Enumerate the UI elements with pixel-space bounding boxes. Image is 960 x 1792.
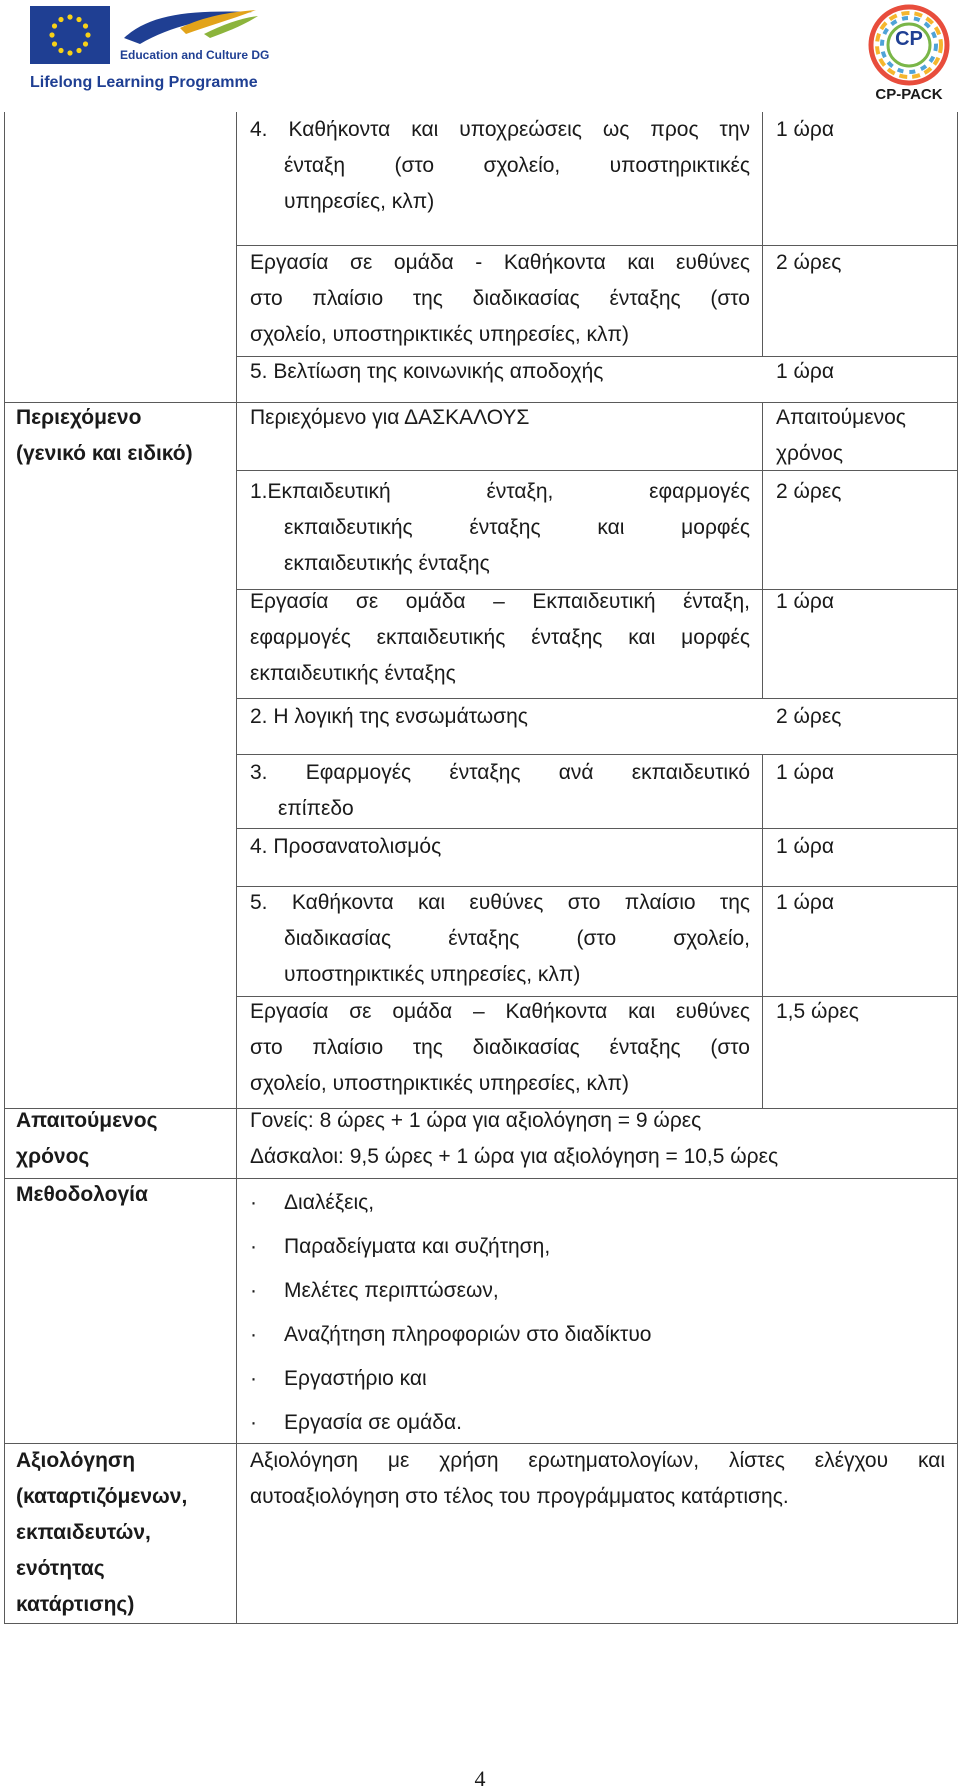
- t6-text-line1: 5. Καθήκοντα και ευθύνες στο πλαίσιο της: [250, 891, 750, 914]
- t5-text: 4. Προσανατολισμός: [250, 835, 442, 858]
- cp-pack-caption: CP-PACK: [875, 86, 943, 103]
- llp-caption: Lifelong Learning Programme: [30, 74, 258, 91]
- row1-time: 1 ώρα: [776, 118, 834, 141]
- method-item: · Αναζήτηση πληροφοριών στο διαδίκτυο: [250, 1317, 652, 1353]
- content-label-line1: Περιεχόμενο: [16, 406, 142, 429]
- row1-text-line1: 4. Καθήκοντα και υποχρεώσεις ως προς την: [250, 118, 750, 141]
- bullet-icon: ·: [250, 1323, 257, 1346]
- content-label-line2: (γενικό και ειδικό): [16, 442, 193, 465]
- t2-text-line2: εφαρμογές εκπαιδευτικής ένταξης και μορφές: [250, 626, 750, 649]
- teachers-header: Περιεχόμενο για ΔΑΣΚΑΛΟΥΣ: [250, 406, 530, 429]
- row2-text-line1: Εργασία σε ομάδα - Καθήκοντα και ευθύνες: [250, 251, 750, 274]
- t2-text-line3: εκπαιδευτικής ένταξης: [250, 662, 456, 685]
- t5-time: 1 ώρα: [776, 835, 834, 858]
- t3-time: 2 ώρες: [776, 705, 842, 728]
- eval-text-line1: Αξιολόγηση με χρήση ερωτηματολογίων, λίστες ελέγχου και: [250, 1449, 945, 1472]
- t7-time: 1,5 ώρες: [776, 1000, 859, 1023]
- page-number: 4: [474, 1766, 486, 1791]
- llp-swoosh-icon: [120, 4, 260, 54]
- eval-label-line2: (καταρτιζόμενων,: [16, 1485, 188, 1508]
- duration-label-line2: χρόνος: [16, 1145, 90, 1168]
- t1-time: 2 ώρες: [776, 480, 842, 503]
- t6-time: 1 ώρα: [776, 891, 834, 914]
- row2-time: 2 ώρες: [776, 251, 842, 274]
- t1-text-line3: εκπαιδευτικής ένταξης: [284, 552, 490, 575]
- t3-text: 2. Η λογική της ενσωμάτωσης: [250, 705, 528, 728]
- eu-flag-logo: [30, 6, 110, 64]
- method-label: Μεθοδολογία: [16, 1183, 148, 1206]
- t6-text-line3: υποστηρικτικές υπηρεσίες, κλπ): [284, 963, 581, 986]
- cp-pack-logo: [866, 4, 952, 108]
- row3-text: 5. Βελτίωση της κοινωνικής αποδοχής: [250, 360, 604, 383]
- t4-time: 1 ώρα: [776, 761, 834, 784]
- duration-label-line1: Απαιτούμενος: [16, 1109, 158, 1132]
- method-item: · Μελέτες περιπτώσεων,: [250, 1273, 499, 1309]
- row2-text-line2: στο πλαίσιο της διαδικασίας ένταξης (στο: [250, 287, 750, 310]
- method-item: · Εργασία σε ομάδα.: [250, 1405, 462, 1441]
- method-item: · Παραδείγματα και συζήτηση,: [250, 1229, 550, 1265]
- t1-text-line1: 1.Εκπαιδευτική ένταξη, εφαρμογές: [250, 480, 750, 503]
- t7-text-line3: σχολείο, υποστηρικτικές υπηρεσίες, κλπ): [250, 1072, 629, 1095]
- eval-label-line3: εκπαιδευτών,: [16, 1521, 151, 1544]
- duration-parents: Γονείς: 8 ώρες + 1 ώρα για αξιολόγηση = 9 ώρες: [250, 1109, 702, 1132]
- row1-text-line2: ένταξη (στο σχολείο, υποστηρικτικές: [284, 154, 750, 177]
- row2-text-line3: σχολείο, υποστηρικτικές υπηρεσίες, κλπ): [250, 323, 629, 346]
- method-item: · Διαλέξεις,: [250, 1185, 374, 1221]
- eval-label-line5: κατάρτισης): [16, 1593, 135, 1616]
- eval-label-line1: Αξιολόγηση: [16, 1449, 136, 1472]
- cp-badge-text: CP: [895, 28, 923, 50]
- t7-text-line2: στο πλαίσιο της διαδικασίας ένταξης (στο: [250, 1036, 750, 1059]
- dg-caption: Education and Culture DG: [120, 48, 270, 62]
- row3-time: 1 ώρα: [776, 360, 834, 383]
- t2-time: 1 ώρα: [776, 590, 834, 613]
- t7-text-line1: Εργασία σε ομάδα – Καθήκοντα και ευθύνες: [250, 1000, 750, 1023]
- bullet-icon: ·: [250, 1191, 257, 1214]
- t1-text-line2: εκπαιδευτικής ένταξης και μορφές: [284, 516, 750, 539]
- t4-text-line2: επίπεδο: [278, 797, 354, 820]
- duration-teachers: Δάσκαλοι: 9,5 ώρες + 1 ώρα για αξιολόγηση = 10,5 ώρες: [250, 1145, 779, 1168]
- t2-text-line1: Εργασία σε ομάδα – Εκπαιδευτική ένταξη,: [250, 590, 750, 613]
- bullet-icon: ·: [250, 1367, 257, 1390]
- eval-text-line2: αυτοαξιολόγηση στο τέλος του προγράμματος κατάρτισης.: [250, 1485, 789, 1508]
- time-header-line1: Απαιτούμενος: [776, 406, 906, 429]
- t4-text-line1: 3. Εφαρμογές ένταξης ανά εκπαιδευτικό: [250, 761, 750, 784]
- time-header-line2: χρόνος: [776, 442, 843, 465]
- t6-text-line2: διαδικασίας ένταξης (στο σχολείο,: [284, 927, 750, 950]
- eu-stars-icon: [30, 6, 110, 64]
- bullet-icon: ·: [250, 1411, 257, 1434]
- eval-label-line4: ενότητας: [16, 1557, 105, 1580]
- bullet-icon: ·: [250, 1279, 257, 1302]
- method-item: · Εργαστήριο και: [250, 1361, 427, 1397]
- row1-text-line3: υπηρεσίες, κλπ): [284, 190, 435, 213]
- bullet-icon: ·: [250, 1235, 257, 1258]
- llp-swoosh-logo: [120, 4, 260, 54]
